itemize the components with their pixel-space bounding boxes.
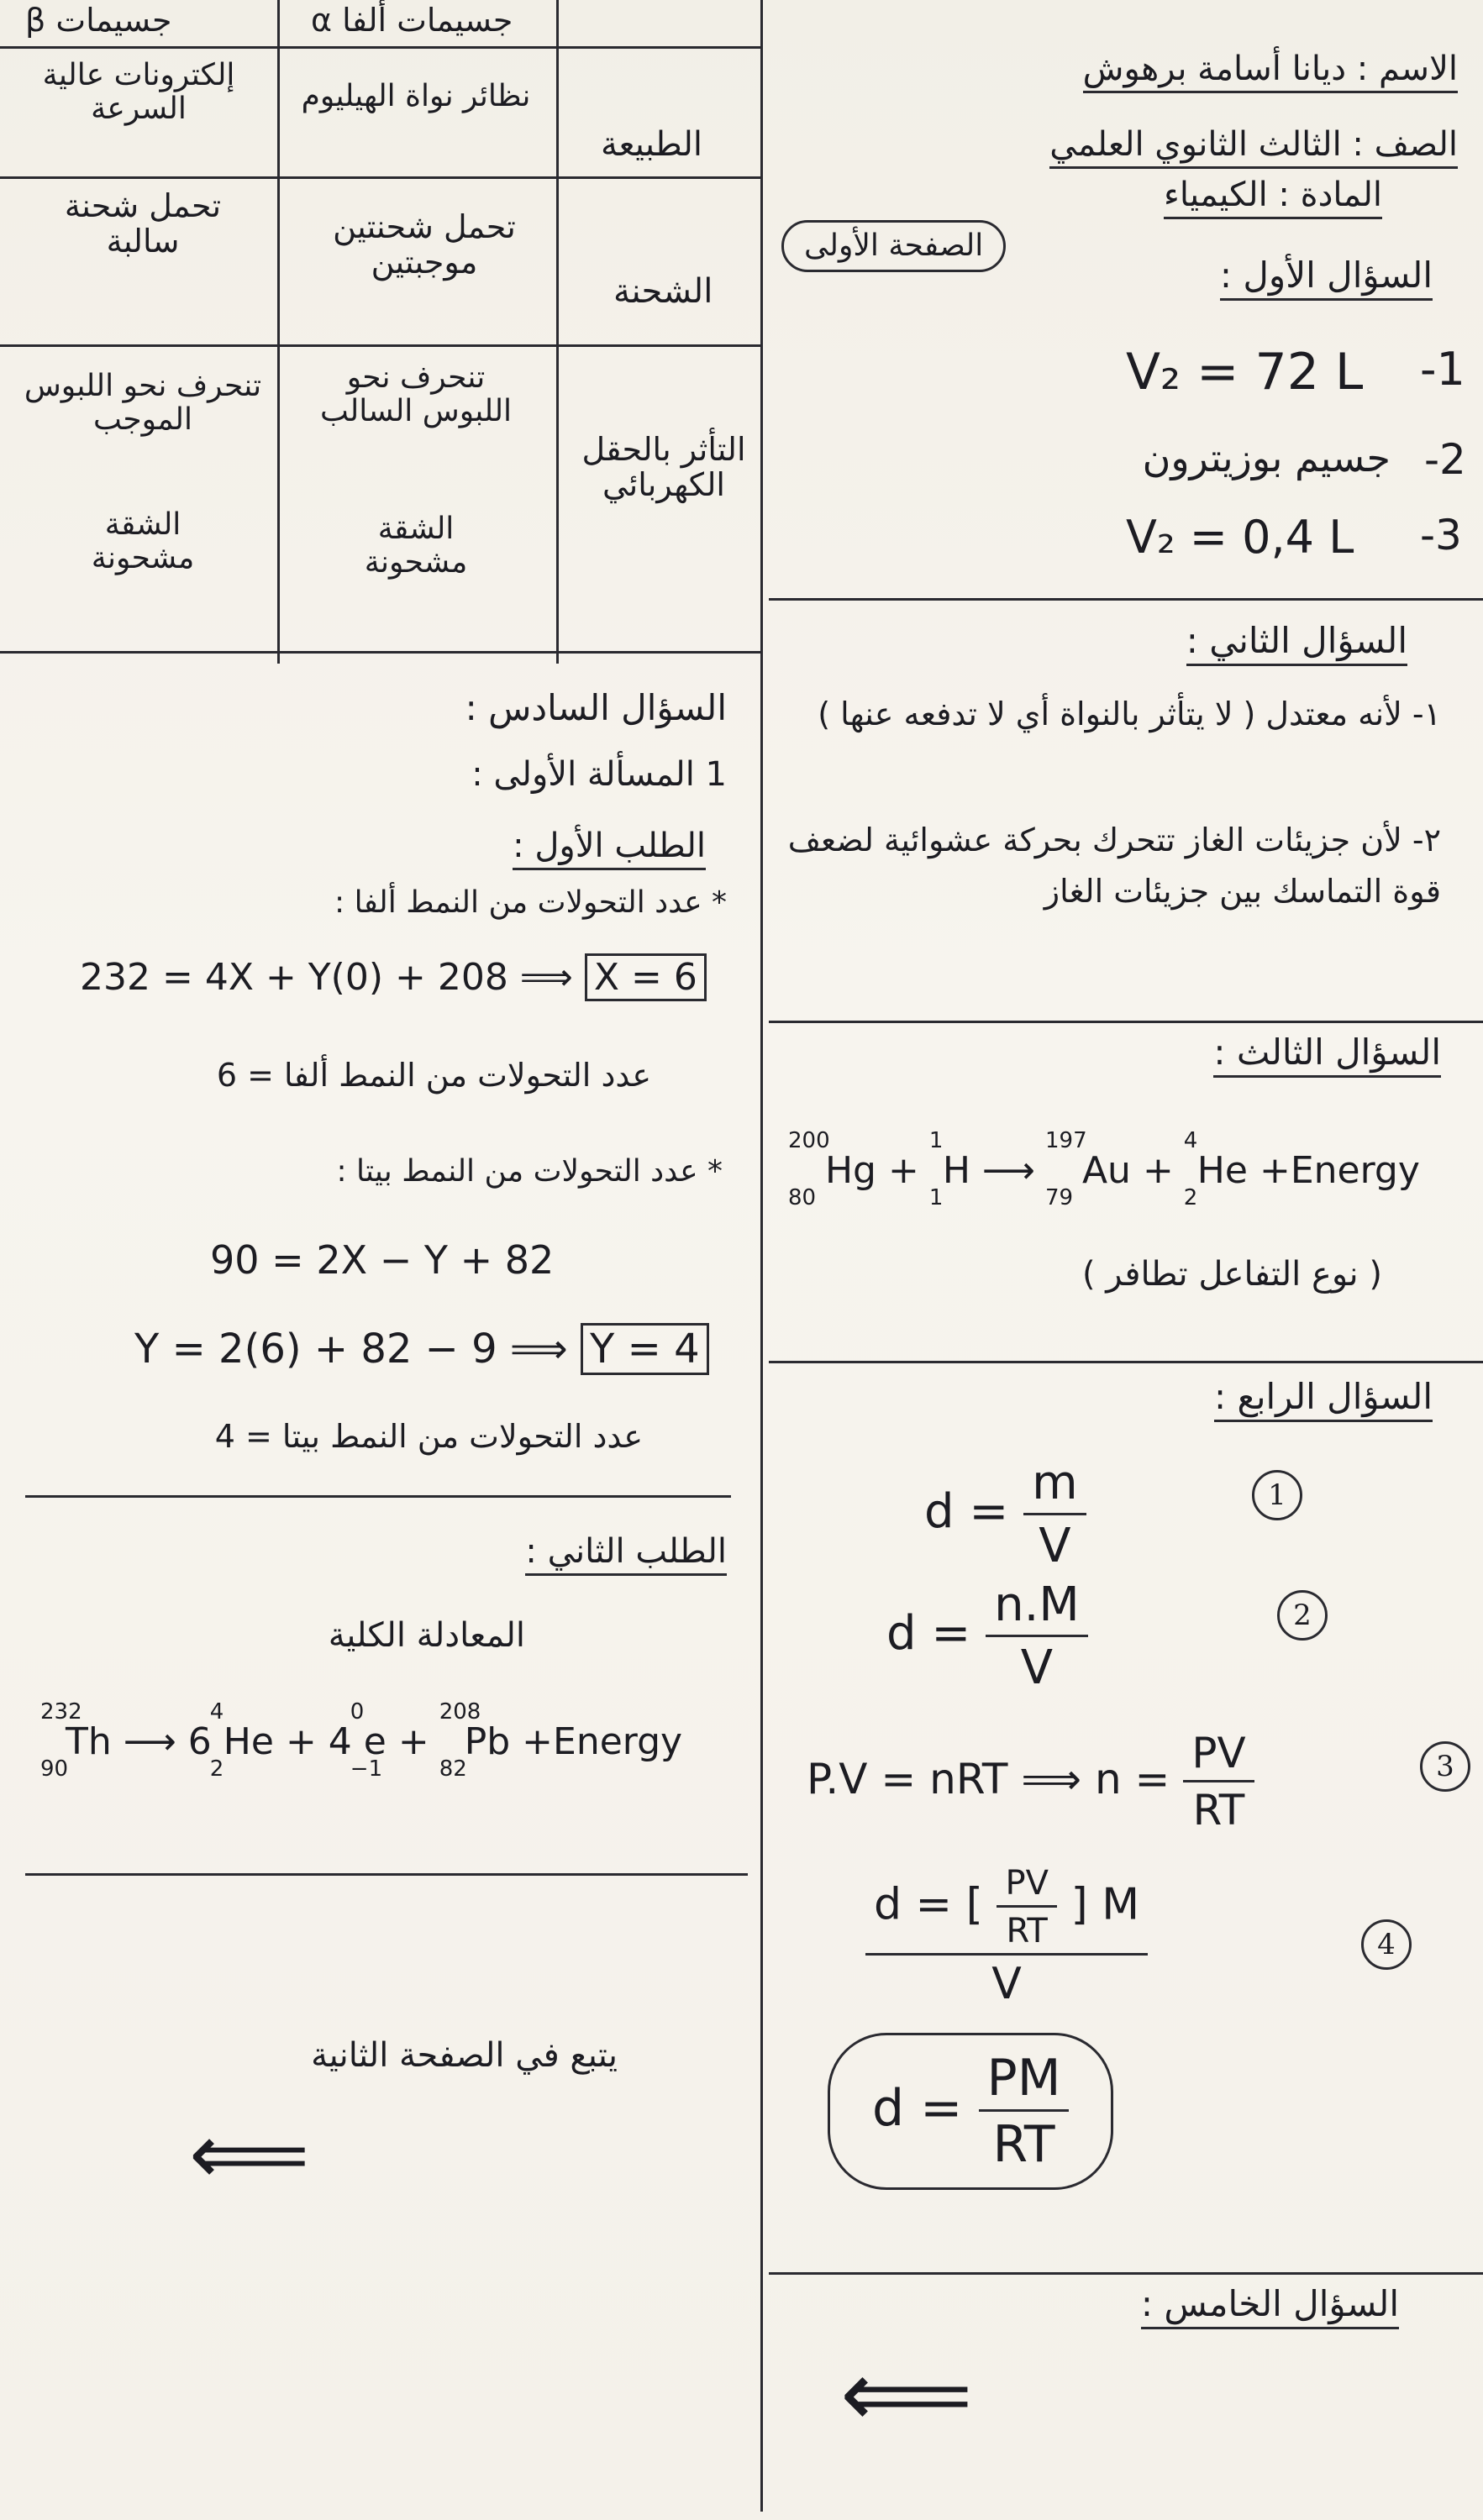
q6-problem: 1 المسألة الأولى : [471, 755, 727, 794]
q6-alpha-label: * عدد التحولات من النمط ألفا : [334, 885, 727, 920]
q1-answer-2: جسيم بوزيترون [1142, 435, 1391, 480]
q6-total-equation-label: المعادلة الكلية [328, 1616, 525, 1655]
q2-end-line [769, 1021, 1483, 1023]
q4-eq2: d = $\frac{n.M}{V}$ [886, 1579, 1088, 1693]
q4-eq1: d = $\frac{m}{V}$ [924, 1457, 1086, 1572]
continue-arrow-icon: ⟸ [189, 2105, 310, 2203]
q1-num-3: -3 [1420, 511, 1462, 559]
q4-eq3-num: 3 [1420, 1741, 1470, 1792]
table-prop-field: التأثر بالحقل الكهربائي [581, 431, 746, 503]
q1-answer-3: V₂ = 0,4 L [1126, 511, 1354, 564]
q5-title: السؤال الخامس : [1141, 2285, 1399, 2329]
q6-beta-label: * عدد التحولات من النمط بيتا : [336, 1154, 723, 1189]
subject: المادة : الكيمياء [1164, 176, 1382, 219]
q6-alpha-result: عدد التحولات من النمط ألفا = 6 [216, 1057, 651, 1094]
q6-eq2: 90 = 2X − Y + 82 [210, 1237, 555, 1283]
table-alpha-charge: تحمل شحنتين موجبتين [333, 208, 516, 281]
table-prop-nature: الطبيعة [601, 125, 702, 164]
q6-req2: الطلب الثاني : [525, 1533, 727, 1576]
q4-eq4: d = [ $\frac{PV}{RT}$ ] M V [865, 1865, 1148, 2008]
table-beta-nature: إلكترونات عالية السرعة [42, 58, 235, 126]
q4-end-line [769, 2272, 1483, 2275]
q4-eq1-num: 1 [1252, 1470, 1302, 1520]
q4-final-formula: d = $\frac{PM}{RT}$ [828, 2033, 1113, 2190]
q1-end-line [769, 598, 1483, 601]
q4-eq4-num: 4 [1361, 1919, 1412, 1970]
table-alpha-plate: الشقة مشحونة [364, 512, 468, 580]
q1-title: السؤال الأول : [1220, 256, 1433, 301]
table-row-line-3 [0, 651, 760, 654]
table-beta-field: تنحرف نحو اللبوس الموجب [24, 369, 262, 437]
q6-title: السؤال السادس : [465, 687, 727, 728]
q4-title: السؤال الرابع : [1214, 1378, 1433, 1422]
table-row-line-1 [0, 176, 760, 179]
q6-req1: الطلب الأول : [513, 827, 706, 870]
q1-num-1: -1 [1420, 343, 1465, 396]
student-class: الصف : الثالث الثانوي العلمي [1049, 126, 1458, 169]
q3-reaction-type: ( نوع التفاعل تطافر ) [1081, 1255, 1382, 1294]
center-divider [760, 0, 763, 2512]
q1-answer-1: V₂ = 72 L [1126, 343, 1364, 402]
continue-note: يتبع في الصفحة الثانية [311, 2036, 618, 2075]
q4-eq3: P.V = nRT ⟹ n = $\frac{PV}{RT}$ [807, 1730, 1254, 1834]
table-prop-charge: الشحنة [613, 272, 713, 311]
q6-end-line [25, 1495, 731, 1498]
q3-title: السؤال الثالث : [1213, 1033, 1441, 1078]
q6-beta-result: عدد التحولات من النمط بيتا = 4 [214, 1418, 643, 1455]
table-beta-charge: تحمل شحنة سالبة [64, 187, 222, 260]
table-header-alpha: جسيمات ألفا α [311, 2, 513, 39]
table-alpha-nature: نظائر نواة الهيليوم [301, 79, 531, 113]
table-col-line-1 [277, 0, 280, 664]
q3-end-line [769, 1361, 1483, 1363]
table-row-line-2 [0, 344, 760, 347]
left-bottom-line [25, 1873, 748, 1876]
q6-total-equation: 232 90 Th ⟶ 6 4 2 He + 4 0 −1 e + 208 82 Pb +Energy [40, 1699, 683, 1782]
q4-eq2-num: 2 [1277, 1590, 1328, 1641]
table-alpha-field: تنحرف نحو اللبوس السالب [319, 360, 513, 428]
q2-title: السؤال الثاني : [1186, 622, 1407, 666]
q5-arrow-icon: ⟸ [840, 2340, 973, 2448]
q2-answer-1: ١- لأنه معتدل ( لا يتأثر بالنواة أي لا تدفعه عنها ) [818, 696, 1441, 732]
student-name: الاسم : ديانا أسامة برهوش [1083, 50, 1458, 93]
table-beta-plate: الشقة مشحونة [91, 507, 195, 575]
q1-num-2: -2 [1424, 435, 1466, 484]
q6-eq1: 232 = 4X + Y(0) + 208 ⟹ X = 6 [80, 958, 707, 998]
q2-answer-2: ٢- لأن جزيئات الغاز تتحرك بحركة عشوائية لضعف قوة التماسك بين جزيئات الغاز [787, 822, 1441, 910]
q3-equation: 200 80 Hg + 1 1 H ⟶ 197 79 Au + 4 2 He +Energy [788, 1128, 1420, 1210]
q6-eq3: Y = 2(6) + 82 − 9 ⟹ Y = 4 [134, 1327, 709, 1372]
table-top-line [0, 46, 760, 49]
page-label: الصفحة الأولى [781, 220, 1006, 272]
table-header-beta: جسيمات β [25, 2, 172, 39]
table-col-line-2 [556, 0, 559, 664]
